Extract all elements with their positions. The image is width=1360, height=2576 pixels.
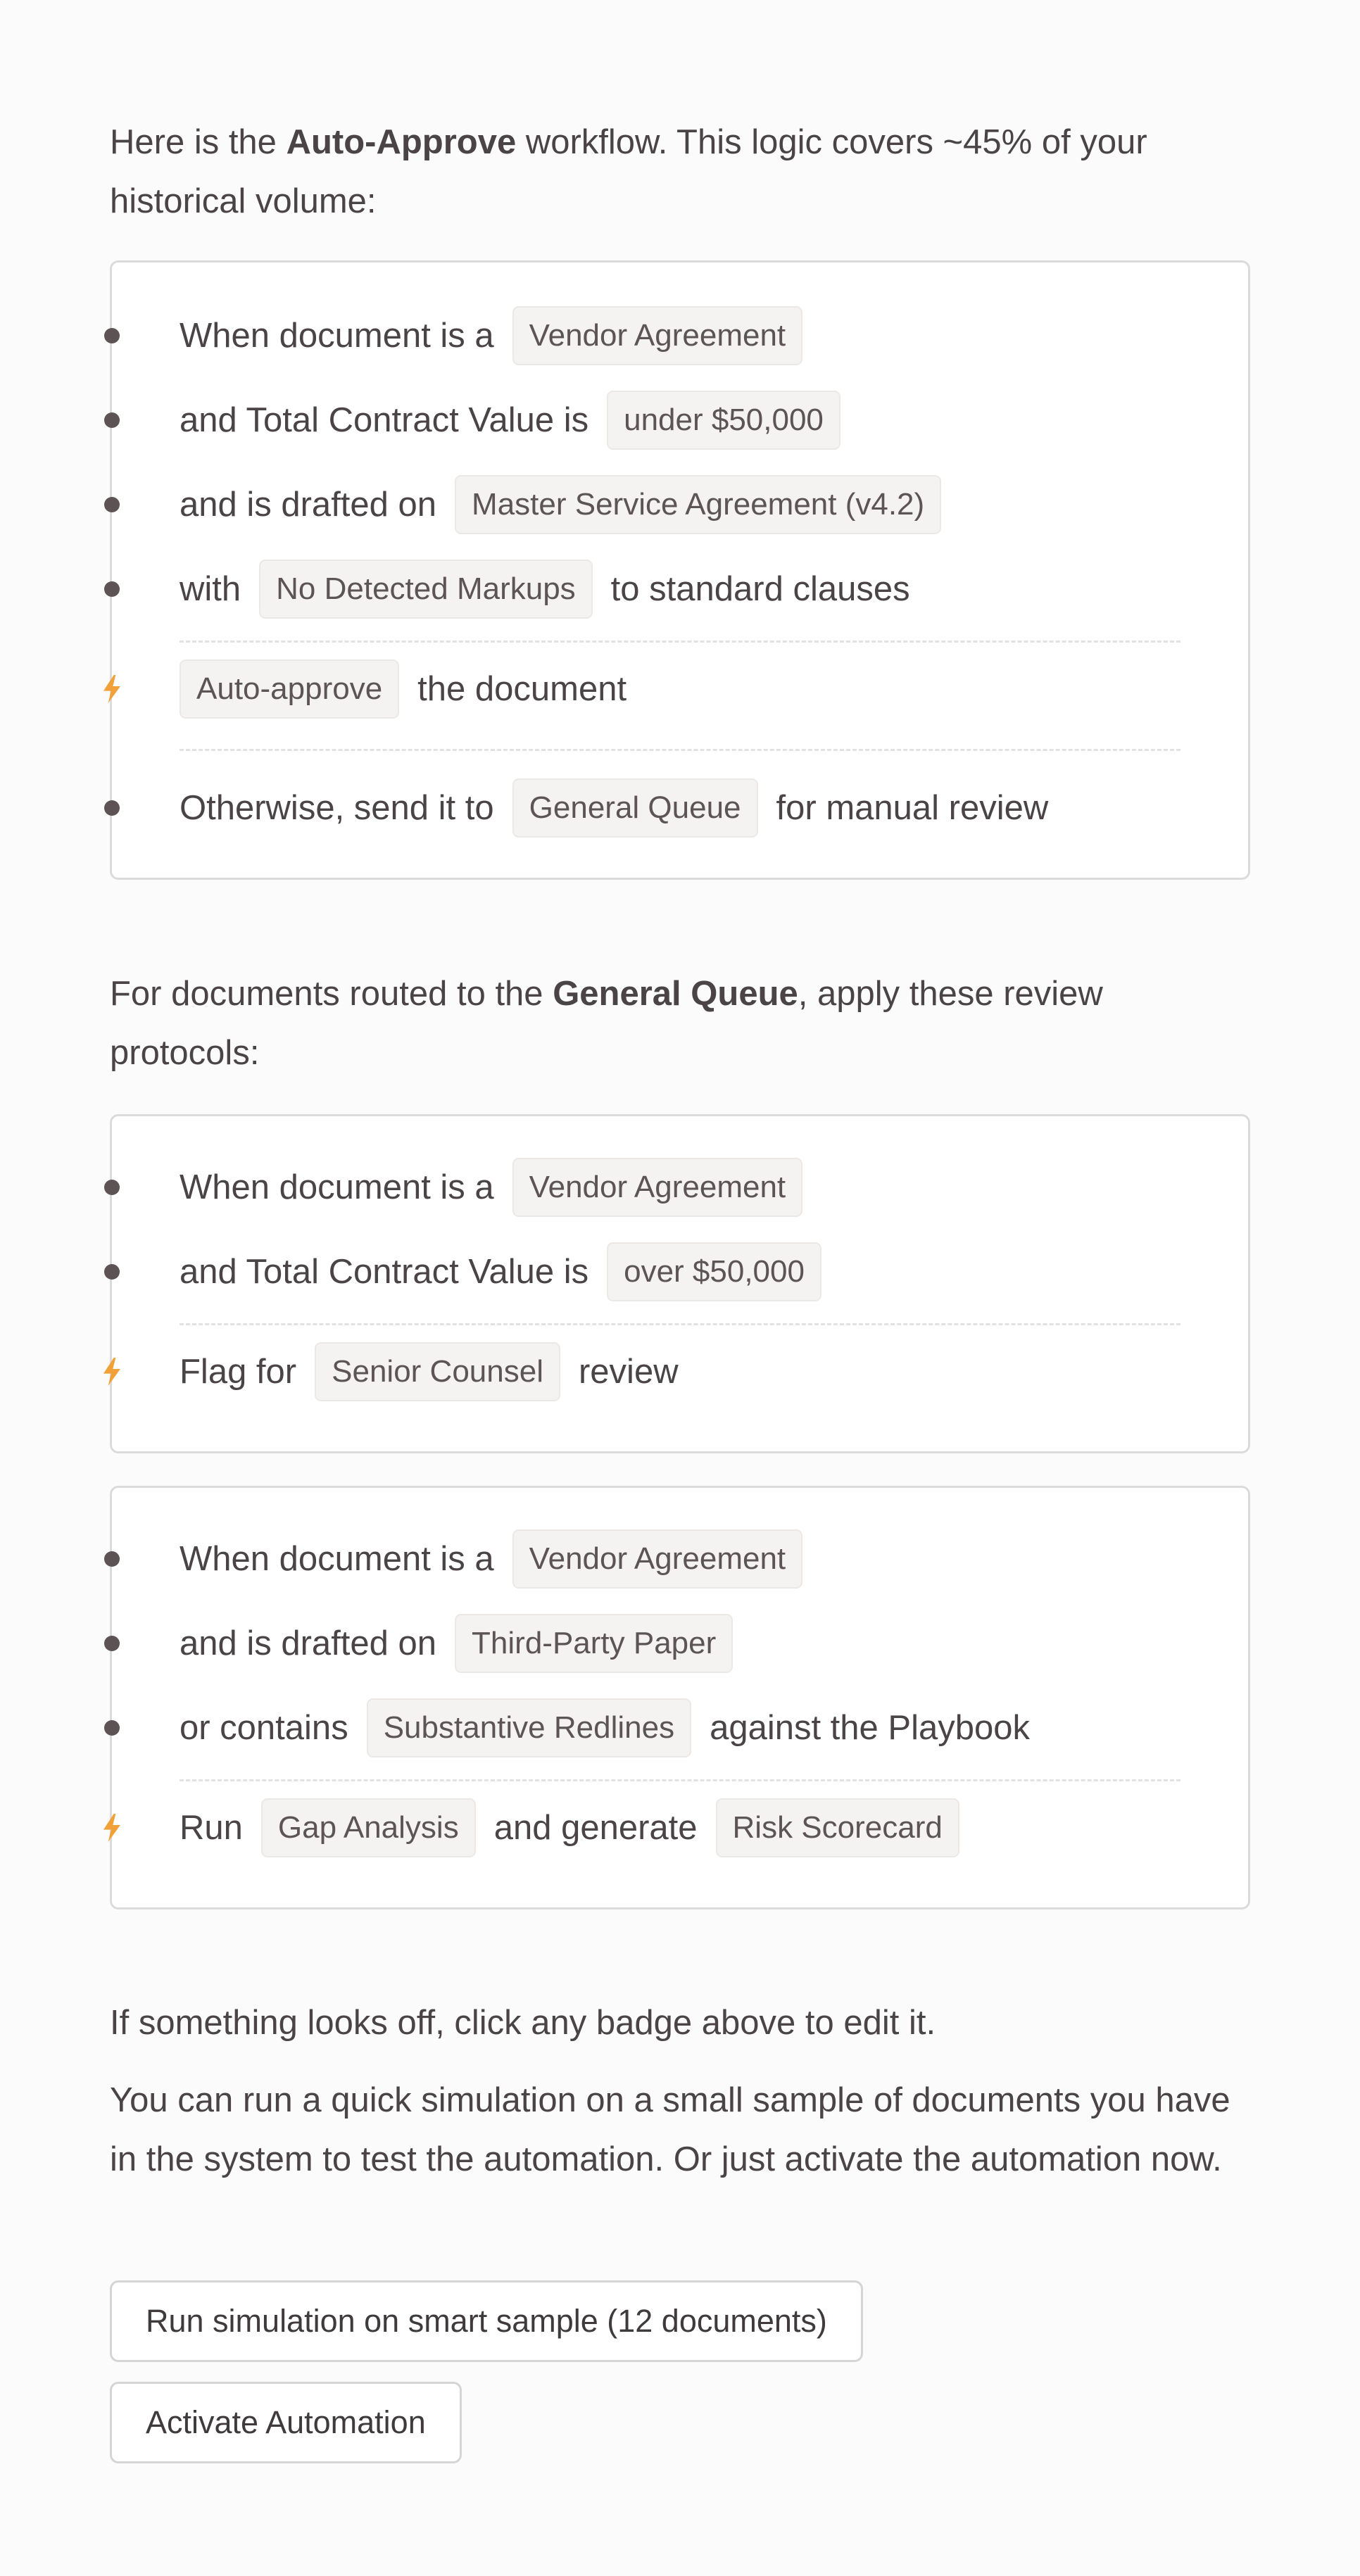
action-row	[180, 659, 627, 719]
lightning-bolt-icon	[101, 674, 123, 705]
redlines-badge[interactable]: Substantive Redlines	[367, 1698, 691, 1757]
condition-bullet	[104, 328, 120, 343]
fallback-row	[180, 778, 1048, 838]
general-text: For documents routed to the	[110, 975, 553, 1013]
condition-bullet	[104, 581, 120, 597]
action-label-suffix: review	[578, 1353, 679, 1391]
intro-text-rest: workflow. This logic covers ~45% of your historical volume:	[110, 123, 1147, 220]
action-label-middle: and generate	[493, 1809, 698, 1847]
condition-row	[180, 391, 840, 450]
condition-bullet	[104, 1720, 120, 1736]
edit-hint-text: If something looks off, click any badge above to edit it.	[110, 2004, 936, 2042]
markup-status-badge[interactable]: No Detected Markups	[259, 560, 593, 619]
action-row	[180, 1342, 679, 1401]
template-badge[interactable]: Master Service Agreement (v4.2)	[455, 475, 941, 534]
divider	[180, 1779, 1180, 1781]
intro-paragraph	[110, 113, 1250, 231]
condition-row	[180, 1529, 802, 1589]
lightning-bolt-icon	[101, 1812, 123, 1843]
condition-bullet	[104, 412, 120, 428]
document-type-badge[interactable]: Vendor Agreement	[512, 306, 802, 365]
activate-automation-button[interactable]: Activate Automation	[110, 2382, 462, 2463]
senior-counsel-badge[interactable]: Senior Counsel	[315, 1342, 560, 1401]
condition-label: and Total Contract Value is	[180, 1253, 589, 1291]
condition-bullet	[104, 800, 120, 816]
general-text-rest: , apply these review protocols:	[110, 975, 1103, 1072]
condition-row	[180, 1614, 733, 1673]
condition-label-suffix: to standard clauses	[610, 570, 910, 608]
condition-row	[180, 560, 910, 619]
simulation-description: You can run a quick simulation on a small sample of documents you have in the system to test the automation. Or just activate the automation now.	[110, 2081, 1230, 2178]
condition-bullet	[104, 1180, 120, 1195]
intro-text: Here is the	[110, 123, 287, 161]
contract-value-badge[interactable]: over $50,000	[607, 1242, 821, 1301]
contract-value-badge[interactable]: under $50,000	[607, 391, 840, 450]
auto-approve-badge[interactable]: Auto-approve	[180, 659, 399, 719]
gap-analysis-badge[interactable]: Gap Analysis	[261, 1798, 476, 1857]
action-row	[180, 1798, 959, 1857]
condition-bullet	[104, 1636, 120, 1651]
gap-analysis-card	[110, 1486, 1250, 1909]
condition-row	[180, 1158, 802, 1217]
condition-label-suffix: against the Playbook	[710, 1709, 1030, 1747]
document-type-badge[interactable]: Vendor Agreement	[512, 1158, 802, 1217]
condition-label: and is drafted on	[180, 486, 437, 524]
fallback-label-suffix: for manual review	[776, 789, 1049, 827]
general-queue-paragraph	[110, 964, 1250, 1082]
condition-label: When document is a	[180, 1540, 494, 1578]
intro-bold: Auto-Approve	[286, 123, 517, 161]
risk-scorecard-badge[interactable]: Risk Scorecard	[716, 1798, 959, 1857]
condition-bullet	[104, 1264, 120, 1280]
general-bold: General Queue	[553, 975, 798, 1013]
divider	[180, 1323, 1180, 1325]
condition-label: and is drafted on	[180, 1624, 437, 1662]
document-type-badge[interactable]: Vendor Agreement	[512, 1529, 802, 1589]
action-label: Flag for	[180, 1353, 297, 1391]
fallback-label: Otherwise, send it to	[180, 789, 494, 827]
senior-counsel-card	[110, 1114, 1250, 1453]
condition-label: When document is a	[180, 317, 494, 355]
condition-label: When document is a	[180, 1168, 494, 1206]
condition-row	[180, 1698, 1030, 1757]
general-queue-badge[interactable]: General Queue	[512, 778, 758, 838]
auto-approve-card	[110, 260, 1250, 880]
condition-label: with	[180, 570, 241, 608]
condition-row	[180, 1242, 821, 1301]
condition-row	[180, 306, 802, 365]
action-label: the document	[417, 670, 627, 708]
divider	[180, 749, 1180, 751]
condition-label: or contains	[180, 1709, 348, 1747]
action-label: Run	[180, 1809, 243, 1847]
condition-label: and Total Contract Value is	[180, 401, 589, 439]
lightning-bolt-icon	[101, 1356, 123, 1387]
divider	[180, 640, 1180, 643]
paper-type-badge[interactable]: Third-Party Paper	[455, 1614, 733, 1673]
condition-bullet	[104, 497, 120, 512]
condition-bullet	[104, 1551, 120, 1567]
condition-row	[180, 475, 941, 534]
run-simulation-button[interactable]: Run simulation on smart sample (12 documents)	[110, 2280, 863, 2362]
